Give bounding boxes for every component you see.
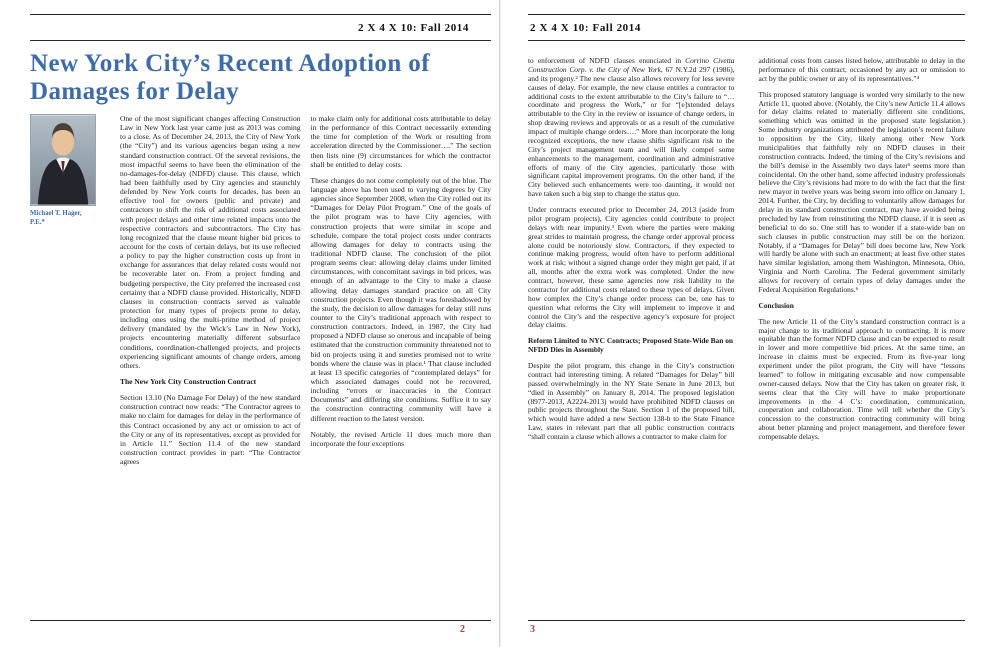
body-paragraph (528, 57, 735, 199)
author-margin-column (30, 114, 110, 600)
paragraph-text: to enforcement of NDFD clauses enunciated in (528, 57, 686, 65)
header-rule-band (30, 14, 491, 41)
photo-caption-line: Michael T. Hager, (30, 210, 82, 217)
page-footer (528, 620, 965, 635)
portrait-placeholder-icon (31, 115, 95, 205)
text-column-2 (311, 114, 492, 600)
text-column-2 (759, 57, 966, 613)
body-paragraph: One of the most significant changes affecting Construction Law in New York last year came just as 2013 was coming to a close. As of December 24, 2013, the City of New York (the “City”) and its various agencies began using a new standard construction contract. Of the several revisions, the most impactful seems to have been the elimination of the no-damages-for-delay (NDFD) clause. This clause, which had been faithfully used by City agencies and staunchly defended by New York courts for decades, has been an effective tool for owners (public and private) and contractors to shift the risk of additional costs associated with project delays and other time related impacts onto the respective contractors and subcontractors. The City has long recognized that the clause meant higher bid prices to account for the costs of certain delays, but its use reflected a policy to pay the higher construction costs up front in exchange for assurances that delay related costs would not be recoverable later on. From a project funding and budgeting perspective, the City preferred the increased cost certainty that a NDFD clause provided. Historically, NDFD clauses in construction contracts served as valuable protection for many types of projects prone to delay, including ones using the multi-prime method of project delivery (mandated by the Wick’s Law in New York), projects encountering materially different subsurface conditions, coordination-challenged projects, and projects experiencing significant amounts of change orders, among others. (120, 114, 301, 370)
photo-caption (30, 210, 110, 228)
body-paragraph: to make claim only for additional costs attributable to delay in the performance of this Contract necessarily extending the time for completion of the Work or resulting from acceleration directed by the Commissioner….” The section then lists nine (9) circumstances for which the contractor shall be entitled to delay costs. (310, 114, 491, 169)
footer-rule (30, 620, 491, 621)
text-column-1 (120, 114, 301, 600)
page-body (528, 57, 965, 613)
article-title-line: Damages for Delay (30, 78, 240, 105)
paragraph-text: , 67 N.Y.2d 297 (1986), and its progeny.² The new clause also allows recovery for less severe causes of delay. For example, the new clause entitles a contractor to additional costs to the extent attributable to the City’s failure to “… coordinate and progress the Work,” or for “[e]xtended delays attributable to the City in the review or issuance of change orders, in shop drawing reviews and approvals or as a result of the cumulative impact of multiple change orders….” More than incorporate the long recognized exceptions, the new clause shifts significant risk to the City’s project management team and will likely compel some enhancements to the management, coordination and administrative efforts of many of the City agencies, particularly those with significant capital improvement programs. On the other hand, if the City believed such enhancements were too daunting, it would not have taken such a big step to change the status quo. (528, 64, 735, 199)
section-heading: Reform Limited to NYC Contracts; Proposed State-Wide Ban on NFDD Dies in Assembly (528, 336, 734, 355)
body-paragraph: Under contracts executed prior to December 24, 2013 (aside from pilot program projects), City agencies could contribute to project delays with near impunity.³ Even where the parties were making great strides to maintain progress, the change order approval process alone could be notoriously slow. Contractors, if they expected to continue making progress, would often have to perform additional work at risk; without a signed change order they might get paid, if at all, months after the extra work was completed. Under the new contract, however, these same agencies now risk liability to the contractor for additional costs related to these types of delays. Given how complex the City’s change order process can be, one has to question what reforms the City will implement to improve it and control the City’s and the respective agency’s exposure for project delay claims. (528, 205, 735, 330)
article-title (30, 50, 491, 106)
body-paragraph: Despite the pilot program, this change in the City’s construction contract had interesting timing. A related “Damages for Delay” bill passed overwhelmingly in the NY State Senate in June 2013, but “died in Assembly” on January 8, 2014. The proposed legislation (8977-2013, A2224-2013) would have prohibited NDFD clauses on public projects throughout the State. Section 1 of the proposed bill, which would have added a new Section 138-b to the State Finance Law, states in relevant part that all public construction contracts “shall contain a clause which allows a contractor to make claim for (528, 361, 735, 441)
photo-caption-line: P.E.* (30, 218, 45, 226)
publication-header: 2 X 4 X 10: Fall 2014 (358, 22, 469, 34)
author-photo (30, 114, 96, 206)
section-heading: Conclusion (758, 300, 794, 310)
body-paragraph: The new Article 11 of the City’s standard construction contract is a major change to its traditional approach to contracting. It is more equitable than the former NDFD clause and can be expected to result in lower and more competitive bid prices. At the same time, an increase in claims must be expected. From its five-year long experiment under the pilot program, the City will have “lessons learned” to follow in mitigating excusable and now compensable owner-caused delays. Now that the City has taken on greater risk, it seems clear that the City will have to make proportionate improvements in the 4 C’s: coordination, communication, cooperation and collaboration. Time will tell whether the City’s concession to the construction contracting community will bring about better planning and project management, and therefore fewer compensable delays. (758, 316, 965, 441)
case-citation: Corrino Civetta Construction Corp. v. the City of New York (528, 57, 735, 74)
page-number: 3 (530, 624, 535, 635)
page-3 (500, 0, 1000, 647)
section-heading: The New York City Construction Contract (120, 376, 257, 386)
footer-rule (528, 620, 965, 621)
page-header (30, 14, 491, 41)
page-footer (30, 620, 491, 635)
text-column-1 (528, 57, 735, 613)
body-paragraph: These changes do not come completely out of the blue. The language above has been used to varying degrees by City agencies since September 2008, when the City rolled out its “Damages for Delay Pilot Program.” One of the goals of the pilot program was to have City agencies, with construction projects that were similar in scope and schedule, compare the total project costs under contracts allowing damages for delay to contracts using the traditional NDFD clause. The conclusion of the pilot program seems clear: allowing delay claims under limited circumstances, with concomitant savings in bid prices, was enough of an advantage to the City to make a clause allowing delay damages standard practice on all City construction projects. Even though it was foreshadowed by the study, the decision to allow damages for delay still runs counter to the City’s traditional approach with respect to construction contractors. Indeed, in 1987, the City had proposed a NDFD clause so onerous and incapable of being estimated that the construction community threatened not to bid on projects using it and sureties promised not to write bonds where the clause was in place.¹ That clause included at least 13 specific categories of “contemplated delays” for which associated damages could not be recovered, including “errors or inaccuracies in the Contract Documents” and differing site conditions. Suffice it to say the construction contracting community will have a different reaction to the latest version. (310, 175, 491, 423)
body-paragraph: Section 13.10 (No Damage For Delay) of the new standard construction contract now reads: “The Contractor agrees to make no claim for damages for delay in the performance of this Contract occasioned by any act or omission to act of the City or any of its representatives, except as provided for in Article 11.” Section 11.4 of the new standard construction contract provides in part: “The Contractor agrees (120, 393, 301, 467)
page-body (30, 114, 491, 600)
article-title-line: New York City’s Recent Adoption of (30, 50, 430, 77)
body-paragraph: additional costs from causes listed below, attributable to delay in the performance of this contract, occasioned by any act or omission to act by the public owner or any of its representatives.”⁴ (758, 57, 965, 83)
page-number: 2 (460, 624, 465, 635)
publication-header: 2 X 4 X 10: Fall 2014 (530, 22, 641, 34)
body-paragraph: Notably, the revised Article 11 does much more than incorporate the four exceptions (310, 429, 491, 448)
page-header (528, 14, 965, 41)
header-rule-band (528, 14, 965, 41)
body-paragraph: This proposed statutory language is worded very similarly to the new Article 11, quoted above. (Notably, the City’s new Article 11.4 allows for delay claims related to materially different site conditions, something which was omitted in the proposed state legislation.) Some industry organizations attributed the legislation’s recent failure to opposition by the City, likely among other New York municipalities that faithfully rely on NDFD clauses in their construction contracts. Indeed, the timing of the City’s revisions and the bill’s demise in the Assembly two days later⁵ seems more than coincidental. On the other hand, some affected industry professionals believe the City’s revisions had more to do with the fact that the first new mayor in twelve years was being sworn into office on January 1, 2014. Further, the City, by deciding to voluntarily allow damages for delay in its standard construction contract, may have avoided being precluded by law from reinstituting the NDFD clause, if it is seen as beneficial to do so. One still has to wonder if a state-wide ban on such clauses in public construction may still be on the horizon. Notably, if a “Damages for Delay” bill does become law, New York will hardly be alone with such an enactment; at least five other states have similar legislation, among them Washington, Minnesota, Ohio, Virginia and North Carolina. The Federal government similarly allows for recovery of certain types of delay damages under the Federal Acquisition Regulations.⁶ (758, 89, 965, 294)
